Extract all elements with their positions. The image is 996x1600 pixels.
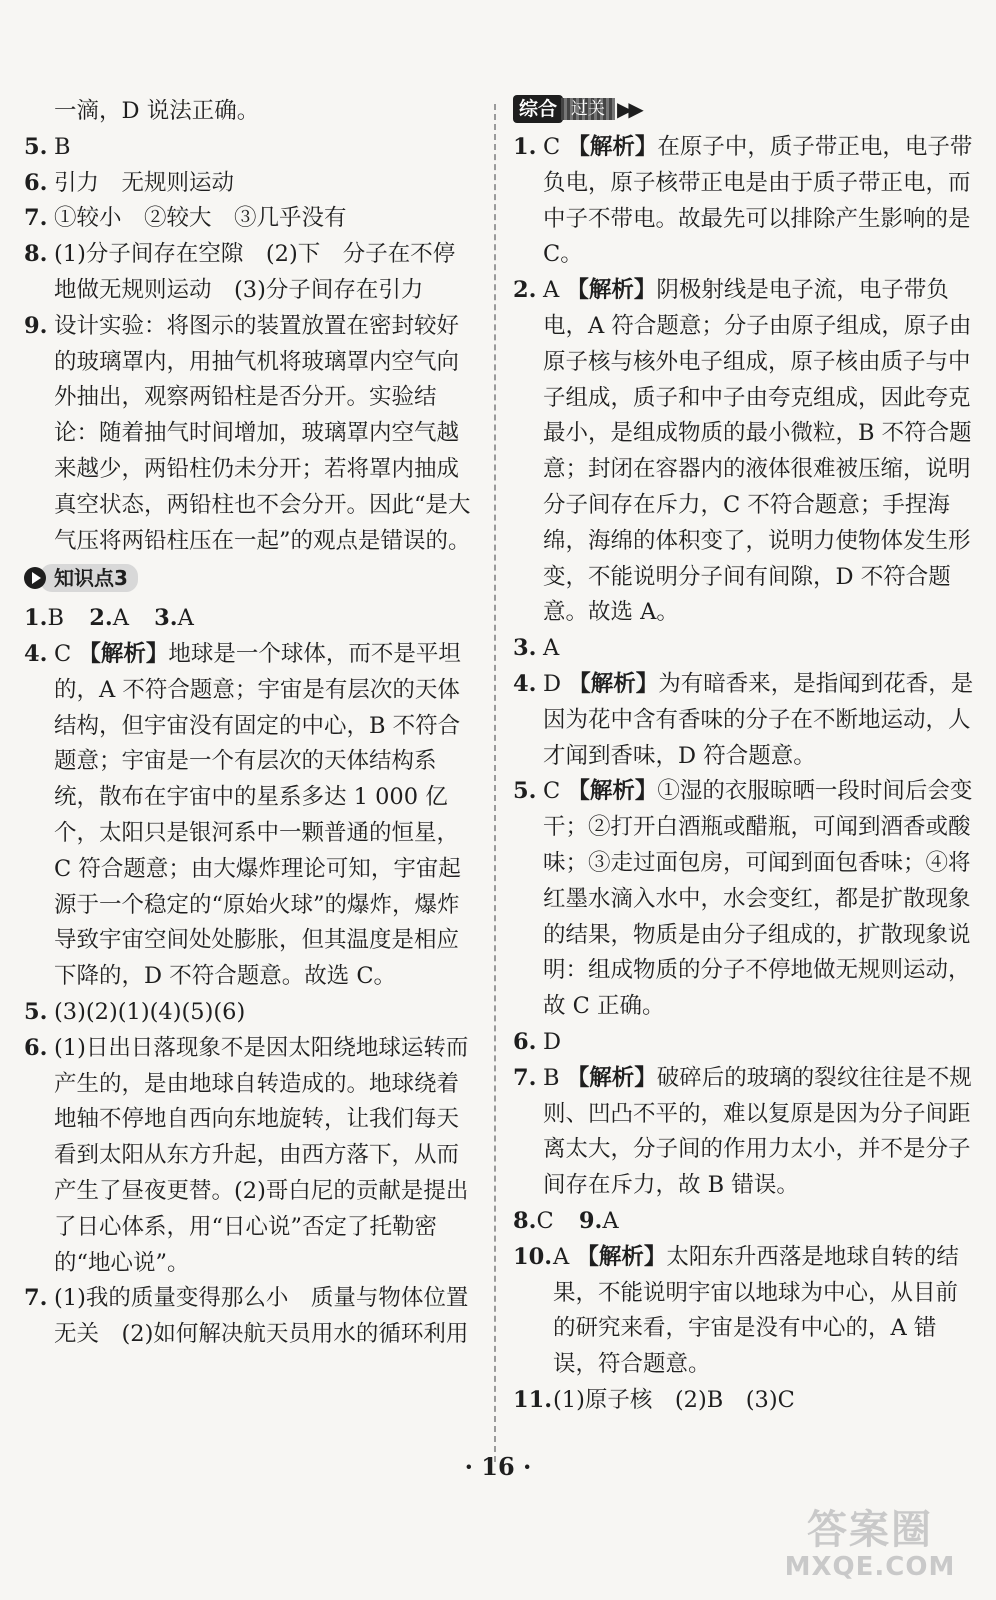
right-column [513, 130, 975, 1419]
answer-item: 8. (1)分子间存在空隙 (2)下 分子在不停地做无规则运动 (3)分子间存在引力 [24, 241, 456, 303]
answer-item: 3. A [513, 635, 560, 662]
short-answer: 2.A [89, 605, 129, 632]
column-divider [494, 104, 496, 1462]
answer-item: 10. A 【解析】太阳东升西落是地球自转的结果，不能说明宇宙以地球为中心，从目前的研究来看，宇宙是没有中心的，A 错误，符合题意。 [513, 1243, 959, 1378]
short-answer: 3.A [154, 605, 194, 632]
answer-item: 2. A 【解析】阴极射线是电子流，电子带负电，A 符合题意；分子由原子组成，原子由原子核与核外电子组成，原子核由质子与中子组成，质子和中子由夸克组成，因此夸克最小，是组成物质的最小微粒，B 不符合题意；封闭在容器内的液体很难被压缩，说明分子间存在斥力，C 不符合题意；手捏海绵，海绵的体积变了，说明力使物体发生形变，不能说明分子间有间隙，D 不符合题意。故选 A。 [513, 277, 972, 626]
section-heading: 知识点3 [24, 563, 138, 593]
short-answers-row [513, 1204, 975, 1240]
answer-item: 9. 设计实验：将图示的装置放置在密封较好的玻璃罩内，用抽气机将玻璃罩内空气向外抽出，观察两铅柱是否分开。实验结论：随着抽气时间增加，玻璃罩内空气越来越少，两铅柱仍未分开；若将罩内抽成真空状态，两铅柱也不会分开。因此“是大气压将两铅柱压在一起”的观点是错误的。 [24, 312, 471, 554]
answer-item: 7. ①较小 ②较大 ③几乎没有 [24, 205, 347, 232]
answer-item: 6. (1)日出日落现象不是因太阳绕地球运转而产生的，是由地球自转造成的。地球绕着地轴不停地自西向东地旋转，让我们每天看到太阳从东方升起，由西方落下，从而产生了昼夜更替。(2)哥白尼的贡献是提出了日心体系，用“日心说”否定了托勒密的“地心说”。 [24, 1034, 469, 1276]
short-answer: 1.B [24, 605, 65, 632]
short-answer: 9.A [578, 1207, 619, 1234]
answer-item: 5. (3)(2)(1)(4)(5)(6) [24, 998, 246, 1025]
section-header: 综合 过关 ▶▶ [513, 94, 640, 124]
short-answer: 8.C [513, 1207, 554, 1234]
answer-item: 4. C 【解析】地球是一个球体，而不是平坦的，A 不符合题意；宇宙是有层次的天体结构，但宇宙没有固定的中心，B 不符合题意；宇宙是一个有层次的天体结构系统，散布在宇宙中的星系多达 1 000 亿个，太阳只是银河系中一颗普通的恒星，C 符合题意；由大爆炸理论可知，宇宙起源于一个稳定的“原始火球”的爆炸，爆炸导致宇宙空间处处膨胀，但其温度是相应下降的，D 不符合题意。故选 C。 [24, 640, 461, 990]
page-number: · 16 · [464, 1452, 532, 1481]
short-answers-row [24, 601, 476, 637]
intro-line: 一滴，D 说法正确。 [54, 98, 260, 124]
answer-item: 11. (1)原子核 (2)B (3)C [513, 1386, 795, 1413]
answer-item: 6. 引力 无规则运动 [24, 169, 235, 196]
double-chevron-icon: ▶▶ [617, 97, 640, 121]
answer-item: 5. B [24, 133, 71, 160]
answer-item: 7. (1)我的质量变得那么小 质量与物体位置无关 (2)如何解决航天员用水的循环利用 [24, 1285, 469, 1348]
answer-item: 7. B 【解析】破碎后的玻璃的裂纹往往是不规则、凹凸不平的，难以复原是因为分子间距离太大，分子间的作用力太小，并不是分子间存在斥力，故 B 错误。 [513, 1064, 972, 1199]
answer-item: 4. D 【解析】为有暗香来，是指闻到花香，是因为花中含有香味的分子在不断地运动，人才闻到香味，D 符合题意。 [513, 670, 974, 769]
answer-item: 1. C 【解析】在原子中，质子带正电，电子带负电，原子核带正电是由于质子带正电，而中子不带电。故最先可以排除产生影响的是 C。 [513, 134, 973, 268]
answer-item: 5. C 【解析】①湿的衣服晾晒一段时间后会变干；②打开白酒瓶或醋瓶，可闻到酒香或酸味；③走过面包房，可闻到面包香味；④将红墨水滴入水中，水会变红，都是扩散现象的结果，物质是由分子组成的，扩散现象说明：组成物质的分子不停地做无规则运动，故 C 正确。 [513, 778, 973, 1020]
left-column [24, 94, 476, 1353]
watermark-logo: 答案圈 MXQE.COM [784, 1507, 956, 1582]
answer-item: 6. D [513, 1028, 562, 1055]
